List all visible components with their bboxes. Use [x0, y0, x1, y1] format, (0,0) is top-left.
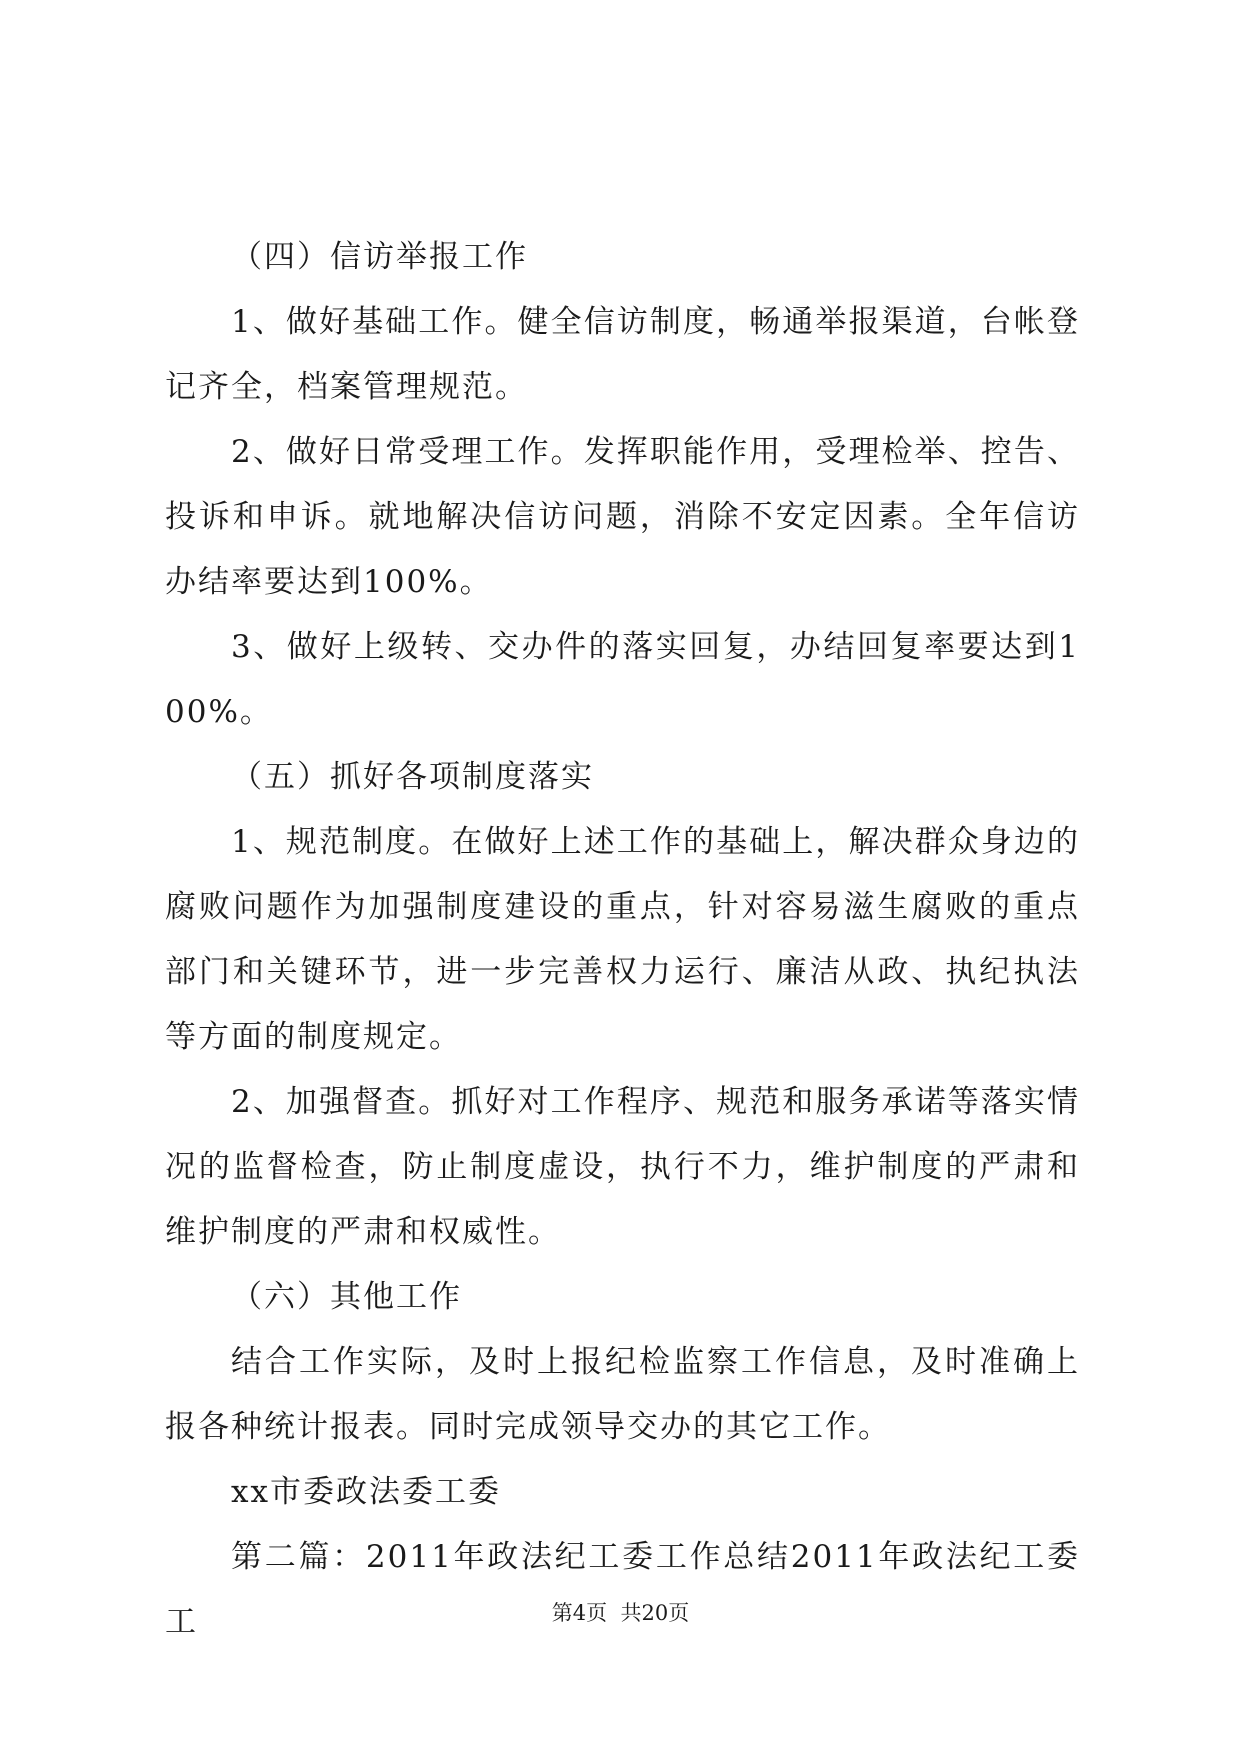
next-article-title: 第二篇：2011年政法纪工委工作总结2011年政法纪工委工 [165, 1539, 1080, 1640]
paragraph: 2、做好日常受理工作。发挥职能作用，受理检举、控告、投诉和申诉。就地解决信访问题，消除不安定因素。全年信访办结率要达到100%。 [165, 434, 1080, 600]
paragraph: 2、加强督查。抓好对工作程序、规范和服务承诺等落实情况的监督检查，防止制度虚设，执行不力，维护制度的严肃和维护制度的严肃和权威性。 [165, 1084, 1080, 1250]
signature-line: xx市委政法委工委 [231, 1474, 501, 1510]
paragraph: 1、做好基础工作。健全信访制度，畅通举报渠道，台帐登记齐全，档案管理规范。 [165, 304, 1080, 405]
section-heading-petitions: （四）信访举报工作 [231, 239, 528, 275]
paragraph: 结合工作实际，及时上报纪检监察工作信息，及时准确上报各种统计报表。同时完成领导交办的其它工作。 [165, 1344, 1080, 1445]
page-total: 共20页 [620, 1601, 690, 1625]
section-heading-systems: （五）抓好各项制度落实 [231, 759, 594, 795]
section-heading-other: （六）其他工作 [231, 1279, 462, 1315]
document-body [165, 225, 1080, 1655]
page-footer [0, 1598, 1241, 1628]
page-number: 第4页 [551, 1601, 608, 1625]
paragraph: 1、规范制度。在做好上述工作的基础上，解决群众身边的腐败问题作为加强制度建设的重点，针对容易滋生腐败的重点部门和关键环节，进一步完善权力运行、廉洁从政、执纪执法等方面的制度规定。 [165, 824, 1080, 1055]
paragraph: 3、做好上级转、交办件的落实回复，办结回复率要达到100%。 [165, 629, 1080, 730]
